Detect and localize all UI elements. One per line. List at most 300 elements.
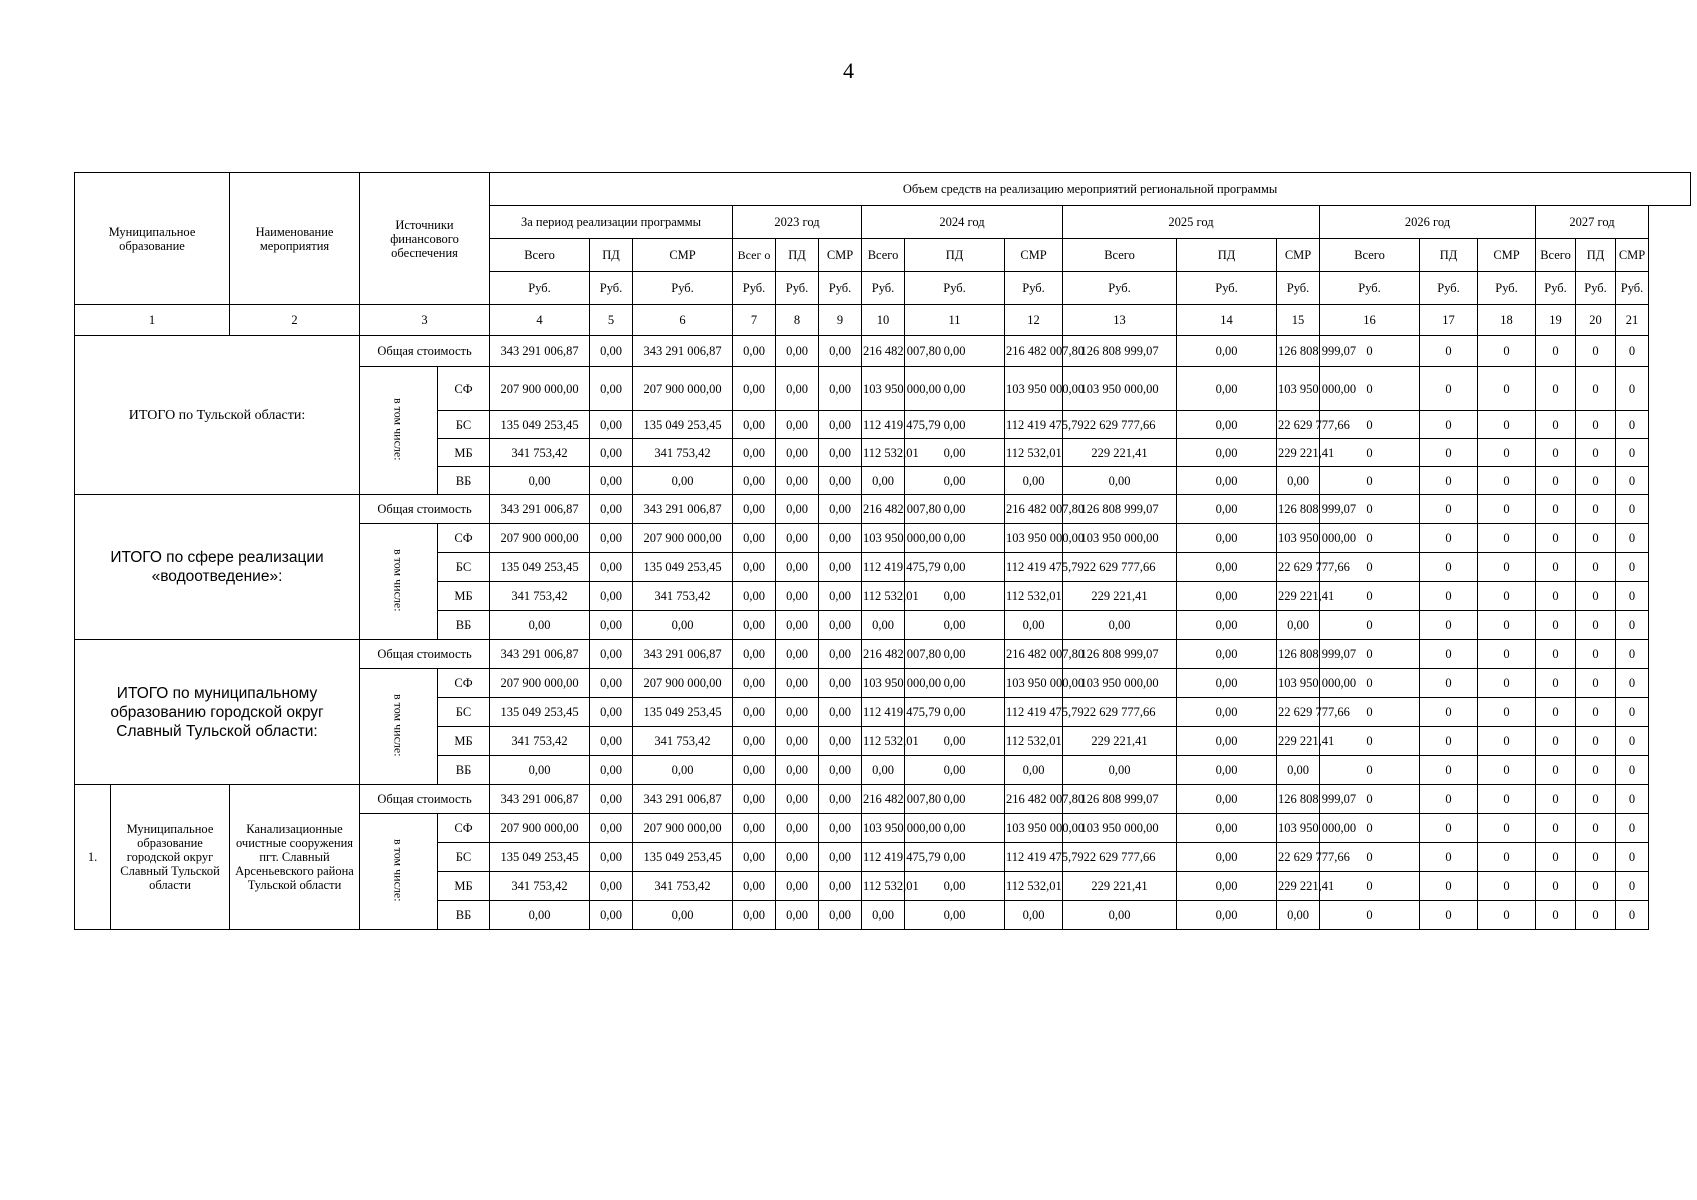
value-cell: 0,00 [1277, 611, 1320, 640]
value-cell: 0 [1420, 467, 1478, 495]
value-cell: 343 291 006,87 [490, 640, 590, 669]
value-cell: 229 221,41 [1063, 872, 1177, 901]
header-period-2023: 2023 год [733, 206, 862, 239]
value-cell: 0 [1616, 669, 1649, 698]
value-cell: 0 [1320, 411, 1420, 439]
value-cell: 0,00 [590, 582, 633, 611]
value-cell: 0 [1478, 669, 1536, 698]
including-label-text: в том числе: [391, 693, 406, 757]
value-cell: 0 [1420, 553, 1478, 582]
value-cell: 0 [1576, 439, 1616, 467]
value-cell: 0 [1536, 901, 1576, 930]
value-cell: 0,00 [776, 611, 819, 640]
value-cell: 126 808 999,07 [1063, 336, 1177, 367]
value-cell: 0,00 [590, 495, 633, 524]
value-cell: 0,00 [1177, 411, 1277, 439]
value-cell: 0 [1616, 524, 1649, 553]
value-cell: 0,00 [733, 669, 776, 698]
header-sub-smr: СМР [1616, 239, 1649, 272]
value-cell: 0 [1478, 467, 1536, 495]
value-cell: 0,00 [776, 495, 819, 524]
header-unit: Руб. [633, 272, 733, 305]
value-cell: 0,00 [590, 785, 633, 814]
col-number: 3 [360, 305, 490, 336]
value-cell: 0,00 [590, 411, 633, 439]
value-cell: 0 [1320, 611, 1420, 640]
value-cell: 0,00 [1177, 467, 1277, 495]
value-cell: 0,00 [1177, 727, 1277, 756]
col-number: 15 [1277, 305, 1320, 336]
value-cell: 103 950 000,00 [1063, 814, 1177, 843]
value-cell: 0,00 [1177, 367, 1277, 411]
value-cell: 0 [1320, 756, 1420, 785]
value-cell: 0 [1420, 756, 1478, 785]
value-cell: 0,00 [733, 872, 776, 901]
including-label-text: в том числе: [391, 397, 406, 461]
value-cell: 0 [1420, 669, 1478, 698]
value-cell: 0,00 [776, 640, 819, 669]
value-cell: 0,00 [733, 553, 776, 582]
value-cell: 0,00 [905, 872, 1005, 901]
table-row [75, 640, 1691, 669]
header-sub-pd: ПД [1576, 239, 1616, 272]
value-cell: 0 [1616, 640, 1649, 669]
value-cell: 103 950 000,00 [1063, 367, 1177, 411]
header-sub-pd: ПД [1177, 239, 1277, 272]
value-cell: 0 [1478, 553, 1536, 582]
value-cell: 0 [1478, 756, 1536, 785]
header-unit: Руб. [1536, 272, 1576, 305]
value-cell: 0,00 [819, 785, 862, 814]
value-cell: 0 [1320, 872, 1420, 901]
header-sub-pd: ПД [1420, 239, 1478, 272]
value-cell: 0,00 [1177, 553, 1277, 582]
value-cell: 112 419 475,79 [1005, 698, 1063, 727]
value-cell: 0 [1576, 336, 1616, 367]
value-cell: 0,00 [1177, 901, 1277, 930]
value-cell: 0,00 [819, 582, 862, 611]
value-cell: 135 049 253,45 [490, 698, 590, 727]
value-cell: 0 [1420, 698, 1478, 727]
value-cell: 0,00 [1277, 467, 1320, 495]
value-cell: 126 808 999,07 [1063, 785, 1177, 814]
value-cell: 0 [1536, 582, 1576, 611]
value-cell: 0,00 [819, 727, 862, 756]
value-cell: 0,00 [1005, 611, 1063, 640]
value-cell: 0 [1616, 336, 1649, 367]
col-number: 6 [633, 305, 733, 336]
value-cell: 341 753,42 [490, 727, 590, 756]
value-cell: 126 808 999,07 [1277, 336, 1320, 367]
value-cell: 0 [1576, 669, 1616, 698]
col-number: 10 [862, 305, 905, 336]
value-cell: 0,00 [819, 336, 862, 367]
value-cell: 0 [1420, 582, 1478, 611]
value-cell: 0 [1420, 843, 1478, 872]
value-cell: 0,00 [776, 785, 819, 814]
value-cell: 0 [1576, 814, 1616, 843]
value-cell: 112 532,01 [1005, 582, 1063, 611]
header-sub-smr: СМР [819, 239, 862, 272]
value-cell: 0 [1420, 439, 1478, 467]
value-cell: 207 900 000,00 [490, 524, 590, 553]
value-cell: 207 900 000,00 [490, 669, 590, 698]
value-cell: 216 482 007,80 [862, 495, 905, 524]
item-number: 1. [75, 785, 111, 930]
col-number: 5 [590, 305, 633, 336]
value-cell: 0,00 [1063, 756, 1177, 785]
value-cell: 0,00 [490, 611, 590, 640]
value-cell: 0 [1478, 611, 1536, 640]
col-number: 14 [1177, 305, 1277, 336]
value-cell: 0,00 [1177, 582, 1277, 611]
value-cell: 0,00 [819, 669, 862, 698]
value-cell: 0 [1616, 367, 1649, 411]
value-cell: 229 221,41 [1063, 727, 1177, 756]
value-cell: 0,00 [905, 367, 1005, 411]
value-cell: 0 [1478, 336, 1536, 367]
total-cost-label: Общая стоимость [360, 336, 490, 367]
value-cell: 0,00 [819, 814, 862, 843]
value-cell: 0 [1536, 785, 1576, 814]
value-cell: 0,00 [590, 872, 633, 901]
value-cell: 103 950 000,00 [862, 669, 905, 698]
header-unit: Руб. [733, 272, 776, 305]
table-row [75, 785, 1691, 814]
value-cell: 0,00 [819, 756, 862, 785]
value-cell: 0,00 [733, 843, 776, 872]
value-cell: 112 419 475,79 [862, 553, 905, 582]
including-label [360, 367, 438, 495]
group-title: ИТОГО по сфере реализации «водоотведение»: [75, 495, 360, 640]
header-unit: Руб. [1320, 272, 1420, 305]
value-cell: 207 900 000,00 [633, 367, 733, 411]
value-cell: 126 808 999,07 [1063, 640, 1177, 669]
value-cell: 0 [1616, 843, 1649, 872]
value-cell: 0,00 [590, 553, 633, 582]
including-label [360, 814, 438, 930]
value-cell: 0 [1536, 467, 1576, 495]
value-cell: 229 221,41 [1063, 582, 1177, 611]
col-number: 18 [1478, 305, 1536, 336]
value-cell: 0,00 [733, 336, 776, 367]
including-label-text: в том числе: [391, 548, 406, 612]
header-unit: Руб. [1420, 272, 1478, 305]
header-sub-vsego: Всего [1063, 239, 1177, 272]
header-sub-smr: СМР [1277, 239, 1320, 272]
source-code: БС [438, 843, 490, 872]
header-unit: Руб. [905, 272, 1005, 305]
header-row-numbers [75, 305, 1691, 336]
value-cell: 0,00 [819, 843, 862, 872]
value-cell: 112 532,01 [862, 582, 905, 611]
value-cell: 0,00 [776, 843, 819, 872]
value-cell: 0 [1320, 495, 1420, 524]
value-cell: 0,00 [905, 411, 1005, 439]
header-municipality: Муниципальное образование [75, 173, 230, 305]
col-number: 7 [733, 305, 776, 336]
value-cell: 0,00 [590, 901, 633, 930]
value-cell: 0 [1616, 814, 1649, 843]
value-cell: 229 221,41 [1277, 439, 1320, 467]
value-cell: 0 [1478, 698, 1536, 727]
value-cell: 0 [1616, 467, 1649, 495]
col-number: 13 [1063, 305, 1177, 336]
value-cell: 112 419 475,79 [862, 843, 905, 872]
value-cell: 0,00 [733, 467, 776, 495]
value-cell: 343 291 006,87 [633, 336, 733, 367]
value-cell: 22 629 777,66 [1277, 553, 1320, 582]
value-cell: 103 950 000,00 [1063, 669, 1177, 698]
value-cell: 0,00 [776, 582, 819, 611]
col-number: 16 [1320, 305, 1420, 336]
value-cell: 0,00 [776, 467, 819, 495]
value-cell: 103 950 000,00 [1005, 814, 1063, 843]
value-cell: 0 [1478, 582, 1536, 611]
value-cell: 103 950 000,00 [1005, 524, 1063, 553]
value-cell: 0,00 [905, 439, 1005, 467]
value-cell: 0,00 [776, 553, 819, 582]
value-cell: 341 753,42 [633, 439, 733, 467]
value-cell: 0,00 [905, 467, 1005, 495]
value-cell: 0,00 [819, 553, 862, 582]
value-cell: 0 [1320, 467, 1420, 495]
value-cell: 0,00 [776, 669, 819, 698]
value-cell: 0 [1616, 872, 1649, 901]
including-label [360, 524, 438, 640]
value-cell: 0,00 [733, 640, 776, 669]
value-cell: 0,00 [819, 524, 862, 553]
value-cell: 0 [1616, 901, 1649, 930]
value-cell: 0,00 [590, 814, 633, 843]
value-cell: 22 629 777,66 [1063, 411, 1177, 439]
value-cell: 126 808 999,07 [1063, 495, 1177, 524]
value-cell: 0,00 [819, 640, 862, 669]
including-label-text: в том числе: [391, 838, 406, 902]
value-cell: 0 [1576, 843, 1616, 872]
value-cell: 0 [1616, 495, 1649, 524]
value-cell: 0,00 [733, 524, 776, 553]
value-cell: 0 [1420, 367, 1478, 411]
value-cell: 0 [1478, 843, 1536, 872]
value-cell: 0 [1420, 611, 1478, 640]
col-number: 19 [1536, 305, 1576, 336]
value-cell: 0 [1576, 640, 1616, 669]
value-cell: 103 950 000,00 [1277, 367, 1320, 411]
source-code: СФ [438, 367, 490, 411]
value-cell: 229 221,41 [1277, 872, 1320, 901]
value-cell: 0 [1616, 582, 1649, 611]
value-cell: 0 [1536, 698, 1576, 727]
header-sub-pd: ПД [776, 239, 819, 272]
value-cell: 112 532,01 [1005, 872, 1063, 901]
value-cell: 0 [1576, 467, 1616, 495]
col-number: 17 [1420, 305, 1478, 336]
header-measure: Наименование мероприятия [230, 173, 360, 305]
value-cell: 0,00 [1177, 785, 1277, 814]
value-cell: 207 900 000,00 [633, 669, 733, 698]
header-unit: Руб. [490, 272, 590, 305]
value-cell: 0,00 [819, 495, 862, 524]
budget-table [74, 172, 1691, 930]
value-cell: 112 419 475,79 [1005, 411, 1063, 439]
value-cell: 0 [1478, 814, 1536, 843]
value-cell: 135 049 253,45 [490, 411, 590, 439]
item-measure: Канализационные очистные сооружения пгт. Славный Арсеньевского района Тульской области [230, 785, 360, 930]
value-cell: 0 [1478, 439, 1536, 467]
value-cell: 0,00 [590, 439, 633, 467]
value-cell: 0 [1536, 411, 1576, 439]
value-cell: 112 532,01 [862, 872, 905, 901]
value-cell: 0,00 [1063, 611, 1177, 640]
header-sub-pd: ПД [905, 239, 1005, 272]
value-cell: 112 419 475,79 [1005, 553, 1063, 582]
header-sources: Источники финансового обеспечения [360, 173, 490, 305]
value-cell: 0,00 [590, 727, 633, 756]
value-cell: 0,00 [905, 756, 1005, 785]
value-cell: 0,00 [776, 439, 819, 467]
value-cell: 0,00 [733, 727, 776, 756]
value-cell: 0,00 [590, 367, 633, 411]
value-cell: 0 [1536, 495, 1576, 524]
header-period-2025: 2025 год [1063, 206, 1320, 239]
value-cell: 0,00 [733, 367, 776, 411]
value-cell: 0,00 [776, 698, 819, 727]
value-cell: 0 [1320, 439, 1420, 467]
value-cell: 0,00 [633, 901, 733, 930]
value-cell: 0,00 [862, 901, 905, 930]
value-cell: 0,00 [1005, 467, 1063, 495]
value-cell: 0,00 [733, 814, 776, 843]
value-cell: 0,00 [905, 582, 1005, 611]
source-code: МБ [438, 872, 490, 901]
including-label [360, 669, 438, 785]
value-cell: 0,00 [1177, 524, 1277, 553]
value-cell: 0,00 [905, 553, 1005, 582]
value-cell: 207 900 000,00 [633, 524, 733, 553]
value-cell: 0 [1536, 611, 1576, 640]
value-cell: 126 808 999,07 [1277, 785, 1320, 814]
value-cell: 0 [1616, 611, 1649, 640]
col-number: 1 [75, 305, 230, 336]
value-cell: 112 419 475,79 [1005, 843, 1063, 872]
value-cell: 0,00 [1177, 756, 1277, 785]
value-cell: 0,00 [1277, 901, 1320, 930]
value-cell: 341 753,42 [490, 582, 590, 611]
value-cell: 0,00 [1063, 467, 1177, 495]
value-cell: 0 [1536, 524, 1576, 553]
value-cell: 207 900 000,00 [490, 367, 590, 411]
value-cell: 0 [1320, 553, 1420, 582]
value-cell: 0,00 [1177, 669, 1277, 698]
value-cell: 0 [1420, 336, 1478, 367]
value-cell: 229 221,41 [1277, 727, 1320, 756]
value-cell: 103 950 000,00 [1277, 669, 1320, 698]
value-cell: 0 [1576, 611, 1616, 640]
value-cell: 22 629 777,66 [1063, 553, 1177, 582]
value-cell: 0,00 [733, 785, 776, 814]
value-cell: 0,00 [490, 901, 590, 930]
value-cell: 22 629 777,66 [1277, 411, 1320, 439]
value-cell: 0 [1320, 524, 1420, 553]
value-cell: 135 049 253,45 [633, 553, 733, 582]
header-sub-vsego: Всег о [733, 239, 776, 272]
value-cell: 0,00 [733, 439, 776, 467]
value-cell: 103 950 000,00 [1005, 669, 1063, 698]
value-cell: 0 [1420, 814, 1478, 843]
value-cell: 0 [1576, 553, 1616, 582]
value-cell: 0,00 [819, 367, 862, 411]
header-unit: Руб. [1063, 272, 1177, 305]
source-code: ВБ [438, 611, 490, 640]
value-cell: 343 291 006,87 [633, 785, 733, 814]
source-code: СФ [438, 814, 490, 843]
value-cell: 0 [1320, 336, 1420, 367]
header-unit: Руб. [862, 272, 905, 305]
value-cell: 216 482 007,80 [862, 336, 905, 367]
value-cell: 0,00 [819, 698, 862, 727]
value-cell: 341 753,42 [633, 727, 733, 756]
table-row [75, 336, 1691, 367]
col-number: 20 [1576, 305, 1616, 336]
source-code: МБ [438, 727, 490, 756]
value-cell: 0 [1420, 785, 1478, 814]
value-cell: 0 [1536, 367, 1576, 411]
source-code: БС [438, 698, 490, 727]
value-cell: 112 532,01 [1005, 439, 1063, 467]
value-cell: 0,00 [862, 611, 905, 640]
value-cell: 0 [1420, 524, 1478, 553]
total-cost-label: Общая стоимость [360, 785, 490, 814]
value-cell: 0,00 [905, 785, 1005, 814]
value-cell: 229 221,41 [1277, 582, 1320, 611]
value-cell: 207 900 000,00 [490, 814, 590, 843]
value-cell: 0,00 [905, 524, 1005, 553]
value-cell: 0,00 [1005, 901, 1063, 930]
value-cell: 103 950 000,00 [862, 814, 905, 843]
value-cell: 0 [1616, 439, 1649, 467]
value-cell: 0,00 [776, 727, 819, 756]
value-cell: 216 482 007,80 [862, 785, 905, 814]
value-cell: 0 [1320, 367, 1420, 411]
value-cell: 103 950 000,00 [1277, 814, 1320, 843]
value-cell: 0,00 [633, 467, 733, 495]
header-period-2027: 2027 год [1536, 206, 1649, 239]
value-cell: 0 [1320, 843, 1420, 872]
value-cell: 0 [1536, 843, 1576, 872]
value-cell: 0 [1576, 872, 1616, 901]
value-cell: 0 [1576, 901, 1616, 930]
value-cell: 0 [1536, 756, 1576, 785]
value-cell: 0,00 [905, 901, 1005, 930]
value-cell: 0 [1536, 669, 1576, 698]
value-cell: 0 [1320, 582, 1420, 611]
value-cell: 0 [1536, 727, 1576, 756]
value-cell: 135 049 253,45 [633, 843, 733, 872]
value-cell: 0 [1536, 640, 1576, 669]
value-cell: 341 753,42 [490, 439, 590, 467]
value-cell: 112 532,01 [862, 727, 905, 756]
value-cell: 135 049 253,45 [633, 411, 733, 439]
value-cell: 343 291 006,87 [490, 336, 590, 367]
value-cell: 0,00 [590, 524, 633, 553]
header-unit: Руб. [590, 272, 633, 305]
value-cell: 0 [1478, 524, 1536, 553]
value-cell: 0 [1536, 553, 1576, 582]
value-cell: 0,00 [733, 611, 776, 640]
value-cell: 0 [1616, 553, 1649, 582]
table-body [75, 173, 1691, 930]
